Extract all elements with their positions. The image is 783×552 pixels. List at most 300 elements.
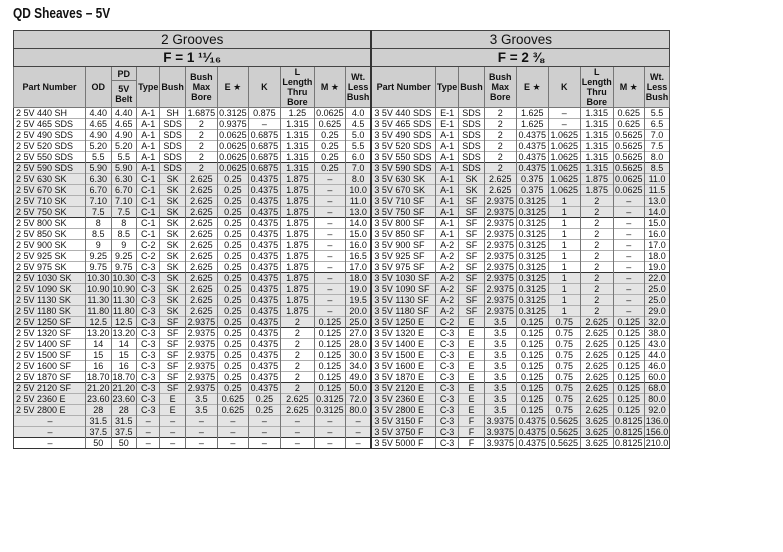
part-number-cell: 3 5V 1600 E <box>371 361 435 372</box>
table-cell: E <box>160 405 186 416</box>
table-cell: – <box>548 119 580 130</box>
table-cell: SK <box>160 240 186 251</box>
group-title-2-grooves: 2 Grooves <box>14 31 372 49</box>
table-cell: 0.0625 <box>219 129 247 140</box>
table-cell: 0.6875 <box>248 130 280 141</box>
table-row <box>14 339 670 350</box>
table-cell: 31.5 <box>86 416 112 427</box>
table-cell: 8.0 <box>345 174 371 185</box>
table-cell: 0.4375 <box>516 130 548 141</box>
table-cell: 50 <box>111 438 137 449</box>
part-number-cell: 3 5V 800 SF <box>371 218 435 229</box>
table-cell: SF <box>459 196 485 207</box>
table-cell: 5.0 <box>345 130 371 141</box>
table-cell: A-1 <box>435 196 458 207</box>
table-cell: 0.3125 <box>516 273 548 284</box>
part-number-cell: 3 5V 550 SDS <box>371 152 435 163</box>
table-cell: C-2 <box>137 240 160 251</box>
table-cell: 2.625 <box>580 383 613 394</box>
table-cell: C-3 <box>435 372 458 383</box>
part-number-cell: 3 5V 1250 E <box>371 317 435 328</box>
table-cell: F <box>459 427 485 438</box>
part-number-cell: 2 5V 975 SK <box>14 262 86 273</box>
table-cell: 2.9375 <box>484 240 516 251</box>
table-cell: C-3 <box>137 295 160 306</box>
table-cell: 17.0 <box>345 262 371 273</box>
table-cell: – <box>217 438 248 449</box>
table-cell: 0.25 <box>248 394 280 405</box>
table-cell: 2.625 <box>280 394 314 405</box>
table-cell: 2.625 <box>484 174 516 185</box>
col-header-bush-max-bore: Bush Max Bore <box>185 67 217 108</box>
table-cell: 6.0 <box>345 152 371 163</box>
table-cell: 1.315 <box>580 119 613 130</box>
sheave-spec-table <box>13 30 670 449</box>
table-cell: 7.0 <box>345 163 371 174</box>
table-cell: 4.90 <box>111 130 137 141</box>
table-cell: 2.625 <box>484 185 516 196</box>
table-cell: 7.10 <box>86 196 112 207</box>
table-cell: 0.75 <box>548 372 580 383</box>
part-number-cell: 3 5V 1030 SF <box>371 273 435 284</box>
part-number-cell: 2 5V 440 SH <box>14 108 86 119</box>
table-row <box>14 361 670 372</box>
table-cell: 156.0 <box>645 426 669 437</box>
table-cell: – <box>613 295 644 306</box>
table-cell: 2.625 <box>580 361 613 372</box>
col-header-od: OD <box>86 67 112 108</box>
table-cell: 0.3125 <box>516 207 548 218</box>
table-cell: 0.25 <box>217 372 248 383</box>
table-cell: – <box>248 119 280 130</box>
table-row <box>14 174 670 185</box>
part-number-cell: 2 5V 2360 E <box>14 394 86 405</box>
table-cell: 0.3125 <box>516 306 548 317</box>
table-cell: 5.5 <box>86 152 112 163</box>
table-cell: 6.70 <box>111 185 137 196</box>
table-cell: C-3 <box>137 405 160 416</box>
table-cell: 2 <box>280 361 314 372</box>
table-cell: 2 <box>185 152 217 163</box>
table-cell: – <box>548 108 580 119</box>
table-cell: 43.0 <box>644 339 670 350</box>
table-cell: 1 <box>548 240 580 251</box>
table-cell: 4.90 <box>86 130 112 141</box>
table-cell: 28 <box>111 405 137 416</box>
table-cell: 0.4375 <box>248 295 280 306</box>
table-cell: A-1 <box>137 163 160 174</box>
table-cell: 46.0 <box>644 361 670 372</box>
table-row <box>14 416 670 427</box>
table-cell: 2 <box>280 372 314 383</box>
table-cell: A-2 <box>435 251 458 262</box>
table-cell: 1.875 <box>580 185 613 196</box>
table-cell: C-3 <box>137 273 160 284</box>
table-cell: 0.75 <box>548 350 580 361</box>
table-cell: 1 <box>548 284 580 295</box>
table-cell: 2.9375 <box>484 273 516 284</box>
part-number-cell: 2 5V 1400 SF <box>14 339 86 350</box>
table-cell: F <box>459 438 485 449</box>
table-cell: 1.875 <box>280 218 314 229</box>
part-number-cell: 3 5V 490 SDS <box>371 130 435 141</box>
table-cell: 3.5 <box>484 317 516 328</box>
table-cell: 0.125 <box>613 361 644 372</box>
table-cell: – <box>314 306 345 317</box>
table-cell: E <box>459 372 485 383</box>
table-cell: 0.25 <box>217 284 248 295</box>
table-cell: 2.625 <box>580 405 613 416</box>
table-cell: 0.125 <box>314 339 345 350</box>
table-cell: SK <box>160 273 186 284</box>
table-cell: 2 <box>185 119 217 130</box>
table-cell: – <box>248 416 280 427</box>
table-cell: E <box>459 350 485 361</box>
table-cell: – <box>314 284 345 295</box>
table-cell: 2.625 <box>185 218 217 229</box>
table-cell: – <box>314 273 345 284</box>
table-cell: 15.0 <box>644 218 670 229</box>
table-cell: 0.125 <box>314 350 345 361</box>
table-cell: 2.625 <box>580 328 613 339</box>
table-cell: 2.625 <box>580 394 613 405</box>
table-cell: 8 <box>111 218 137 229</box>
table-cell: C-1 <box>137 218 160 229</box>
table-cell: 29.0 <box>644 306 670 317</box>
table-cell: 2.9375 <box>484 262 516 273</box>
table-cell: 13.0 <box>644 196 670 207</box>
table-cell: C-3 <box>435 383 458 394</box>
table-cell: 2 <box>580 207 613 218</box>
table-cell: A-2 <box>435 262 458 273</box>
table-cell: 0.75 <box>548 394 580 405</box>
table-cell: 0.6875 <box>248 152 280 163</box>
table-cell: 0.25 <box>217 361 248 372</box>
table-cell: SDS <box>459 141 485 152</box>
table-cell: 1.875 <box>280 207 314 218</box>
table-cell: 1.875 <box>280 185 314 196</box>
table-cell: 5.20 <box>86 141 112 152</box>
table-cell: 9 <box>111 240 137 251</box>
table-cell: 2 <box>185 130 217 141</box>
table-cell: 8.5 <box>86 229 112 240</box>
table-cell: SF <box>160 317 186 328</box>
table-cell: 0.4375 <box>248 273 280 284</box>
table-cell: 8.5 <box>111 229 137 240</box>
table-cell: A-1 <box>137 130 160 141</box>
table-cell: 0.25 <box>248 405 280 416</box>
table-cell: SF <box>160 361 186 372</box>
table-cell: 1.6875 <box>185 108 217 119</box>
table-cell: 0.75 <box>548 405 580 416</box>
part-number-cell: 3 5V 1400 E <box>371 339 435 350</box>
table-cell: 136.0 <box>645 415 669 426</box>
table-cell: 49.0 <box>345 372 371 383</box>
table-cell: 0.4375 <box>248 174 280 185</box>
table-cell: 2.625 <box>185 229 217 240</box>
table-row <box>14 119 670 130</box>
table-cell: 1 <box>548 218 580 229</box>
table-cell: 14 <box>86 339 112 350</box>
table-cell: 3.5 <box>484 361 516 372</box>
table-cell: 1.875 <box>280 174 314 185</box>
part-number-cell: 2 5V 465 SDS <box>14 119 86 130</box>
table-cell: 1.625 <box>516 108 548 119</box>
part-number-cell: 3 5V 670 SK <box>371 185 435 196</box>
part-number-cell: – <box>14 427 86 438</box>
table-cell: SF <box>160 350 186 361</box>
table-cell: A-1 <box>435 207 458 218</box>
table-cell: 1.25 <box>280 108 314 119</box>
table-cell: 2 <box>580 229 613 240</box>
table-cell: 4.65 <box>111 119 137 130</box>
table-row <box>14 394 670 405</box>
col-header-bush: Bush <box>160 67 186 108</box>
part-number-cell: 3 5V 630 SK <box>371 174 435 185</box>
table-cell: SK <box>160 229 186 240</box>
table-cell: 0.25 <box>217 196 248 207</box>
table-cell: 0.3125 <box>516 196 548 207</box>
table-cell: C-3 <box>137 350 160 361</box>
table-cell: 2 <box>484 163 516 174</box>
part-number-cell: 2 5V 1250 SF <box>14 317 86 328</box>
col-header-part-number-3: Part Number <box>371 67 435 108</box>
table-cell: 2.625 <box>185 262 217 273</box>
table-cell: 0.0625 <box>614 173 643 184</box>
table-cell: 10.30 <box>87 272 110 283</box>
table-cell: 2 <box>580 240 613 251</box>
table-cell: 0.0625 <box>316 107 344 118</box>
table-cell: – <box>137 427 160 438</box>
table-cell: 0.25 <box>217 383 248 394</box>
table-cell: 38.0 <box>644 328 670 339</box>
table-row <box>14 306 670 317</box>
table-cell: 18.0 <box>644 251 670 262</box>
table-cell: 2 <box>280 317 314 328</box>
table-cell: 0.25 <box>314 130 345 141</box>
table-cell: 1.315 <box>580 152 613 163</box>
table-cell: A-2 <box>435 284 458 295</box>
table-row <box>14 229 670 240</box>
table-cell: – <box>613 196 644 207</box>
table-cell: C-3 <box>137 317 160 328</box>
part-number-cell: 3 5V 1500 E <box>371 350 435 361</box>
table-cell: – <box>137 438 160 449</box>
table-cell: C-1 <box>137 196 160 207</box>
table-row <box>14 185 670 196</box>
table-cell: 0.25 <box>217 185 248 196</box>
part-number-cell: 2 5V 520 SDS <box>14 141 86 152</box>
part-number-cell: 3 5V 1090 SF <box>371 284 435 295</box>
part-number-cell: 3 5V 440 SDS <box>371 108 435 119</box>
table-cell: 0.25 <box>217 262 248 273</box>
table-cell: E <box>459 317 485 328</box>
table-cell: SF <box>459 295 485 306</box>
table-cell: 2.9375 <box>185 317 217 328</box>
table-cell: 7.5 <box>111 207 137 218</box>
part-number-cell: 3 5V 5000 F <box>371 438 435 449</box>
table-cell: 21.20 <box>112 382 136 393</box>
table-cell: SK <box>160 218 186 229</box>
table-row <box>14 273 670 284</box>
table-cell: C-3 <box>137 394 160 405</box>
table-cell: 1.0625 <box>548 163 580 174</box>
table-cell: SF <box>459 306 485 317</box>
table-cell: C-3 <box>435 438 458 449</box>
table-cell: 0.0625 <box>219 162 247 173</box>
table-cell: – <box>280 438 314 449</box>
table-cell: 0.4375 <box>248 317 280 328</box>
table-cell: 0.3125 <box>516 251 548 262</box>
table-cell: 2.9375 <box>484 229 516 240</box>
table-cell: 0.25 <box>314 163 345 174</box>
table-cell: 0.4375 <box>248 262 280 273</box>
table-cell: 0.125 <box>314 361 345 372</box>
table-cell: 2.9375 <box>185 361 217 372</box>
table-cell: 2.9375 <box>185 339 217 350</box>
table-row <box>14 196 670 207</box>
table-cell: – <box>248 427 280 438</box>
table-cell: – <box>217 416 248 427</box>
table-cell: 16.0 <box>345 240 371 251</box>
table-cell: 30.0 <box>345 350 371 361</box>
table-cell: 2.625 <box>580 317 613 328</box>
table-cell: 18.70 <box>87 371 110 382</box>
table-cell: 7.10 <box>111 196 137 207</box>
table-cell: C-3 <box>137 361 160 372</box>
table-cell: 3.9375 <box>484 427 516 438</box>
table-cell: 15 <box>86 350 112 361</box>
table-cell: 31.5 <box>111 416 137 427</box>
table-cell: 0.4375 <box>248 185 280 196</box>
table-cell: 0.6875 <box>248 141 280 152</box>
table-cell: SF <box>160 339 186 350</box>
table-cell: 2.625 <box>185 306 217 317</box>
table-cell: 3.625 <box>580 427 613 438</box>
table-cell: – <box>314 218 345 229</box>
table-cell: A-1 <box>435 152 458 163</box>
table-cell: 2 <box>580 262 613 273</box>
col-header-bush-3: Bush <box>459 67 485 108</box>
table-cell: A-1 <box>137 119 160 130</box>
table-cell: 0.25 <box>217 317 248 328</box>
table-cell: C-1 <box>137 207 160 218</box>
table-cell: 2.625 <box>185 273 217 284</box>
table-cell: – <box>160 438 186 449</box>
table-cell: A-1 <box>435 174 458 185</box>
col-header-l-3: L Length Thru Bore <box>581 67 612 107</box>
table-row <box>14 218 670 229</box>
table-cell: C-3 <box>435 405 458 416</box>
table-cell: 32.0 <box>644 317 670 328</box>
table-cell: – <box>314 240 345 251</box>
part-number-cell: 2 5V 1320 SF <box>14 328 86 339</box>
table-cell: 0.5625 <box>548 416 580 427</box>
table-cell: C-3 <box>137 306 160 317</box>
col-header-type-3: Type <box>435 67 458 108</box>
table-cell: 2 <box>580 306 613 317</box>
table-cell: SK <box>459 174 485 185</box>
table-cell: – <box>613 251 644 262</box>
table-cell: 12.5 <box>111 317 137 328</box>
table-cell: SF <box>459 240 485 251</box>
col-header-wt: Wt. Less Bush <box>345 67 371 108</box>
table-cell: 44.0 <box>644 350 670 361</box>
table-cell: 1 <box>548 262 580 273</box>
table-cell: A-1 <box>435 229 458 240</box>
table-cell: 4.40 <box>111 108 137 119</box>
table-cell: – <box>345 416 371 427</box>
table-cell: 0.75 <box>548 383 580 394</box>
table-cell: 2.625 <box>185 295 217 306</box>
table-cell: 2.9375 <box>185 372 217 383</box>
table-row <box>14 284 670 295</box>
part-number-cell: 2 5V 850 SK <box>14 229 86 240</box>
table-cell: 0.4375 <box>248 306 280 317</box>
table-cell: 3.5 <box>484 350 516 361</box>
table-cell: A-2 <box>435 295 458 306</box>
table-cell: 0.4375 <box>248 328 280 339</box>
table-cell: 3.5 <box>484 328 516 339</box>
part-number-cell: – <box>14 416 86 427</box>
table-cell: 0.25 <box>217 240 248 251</box>
table-cell: 0.25 <box>217 174 248 185</box>
table-cell: 0.125 <box>516 361 548 372</box>
col-header-m-3: M ★ <box>613 67 644 108</box>
table-cell: 0.125 <box>516 350 548 361</box>
part-number-cell: 3 5V 465 SDS <box>371 119 435 130</box>
table-cell: – <box>160 427 186 438</box>
table-cell: 10.0 <box>345 185 371 196</box>
part-number-cell: 2 5V 1030 SK <box>14 273 86 284</box>
table-cell: 1 <box>548 251 580 262</box>
table-cell: 5.90 <box>86 163 112 174</box>
table-row <box>14 240 670 251</box>
table-cell: 0.625 <box>613 119 644 130</box>
part-number-cell: 3 5V 2360 E <box>371 394 435 405</box>
col-header-wt-3: Wt. Less Bush <box>644 67 670 108</box>
table-cell: – <box>185 427 217 438</box>
table-cell: C-3 <box>435 328 458 339</box>
table-cell: A-1 <box>137 108 160 119</box>
table-cell: – <box>314 416 345 427</box>
table-cell: E <box>459 328 485 339</box>
table-cell: SK <box>160 251 186 262</box>
table-cell: 0.125 <box>613 350 644 361</box>
table-cell: SDS <box>459 163 485 174</box>
table-cell: 5.90 <box>111 163 137 174</box>
part-number-cell: 2 5V 670 SK <box>14 185 86 196</box>
table-cell: 3.5 <box>484 383 516 394</box>
table-cell: SDS <box>160 163 186 174</box>
table-cell: 6.30 <box>111 174 137 185</box>
table-cell: SF <box>459 262 485 273</box>
table-cell: SF <box>459 229 485 240</box>
table-cell: 0.125 <box>613 339 644 350</box>
table-cell: 0.25 <box>217 207 248 218</box>
table-cell: – <box>613 262 644 273</box>
table-cell: 6.70 <box>86 185 112 196</box>
table-cell: 2 <box>580 273 613 284</box>
table-cell: 16.5 <box>345 251 371 262</box>
table-cell: 28 <box>86 405 112 416</box>
table-cell: – <box>280 427 314 438</box>
table-cell: SF <box>160 383 186 394</box>
table-cell: 0.625 <box>314 119 345 130</box>
table-cell: 2 <box>484 108 516 119</box>
table-cell: 0.25 <box>217 306 248 317</box>
table-cell: E-1 <box>435 119 458 130</box>
